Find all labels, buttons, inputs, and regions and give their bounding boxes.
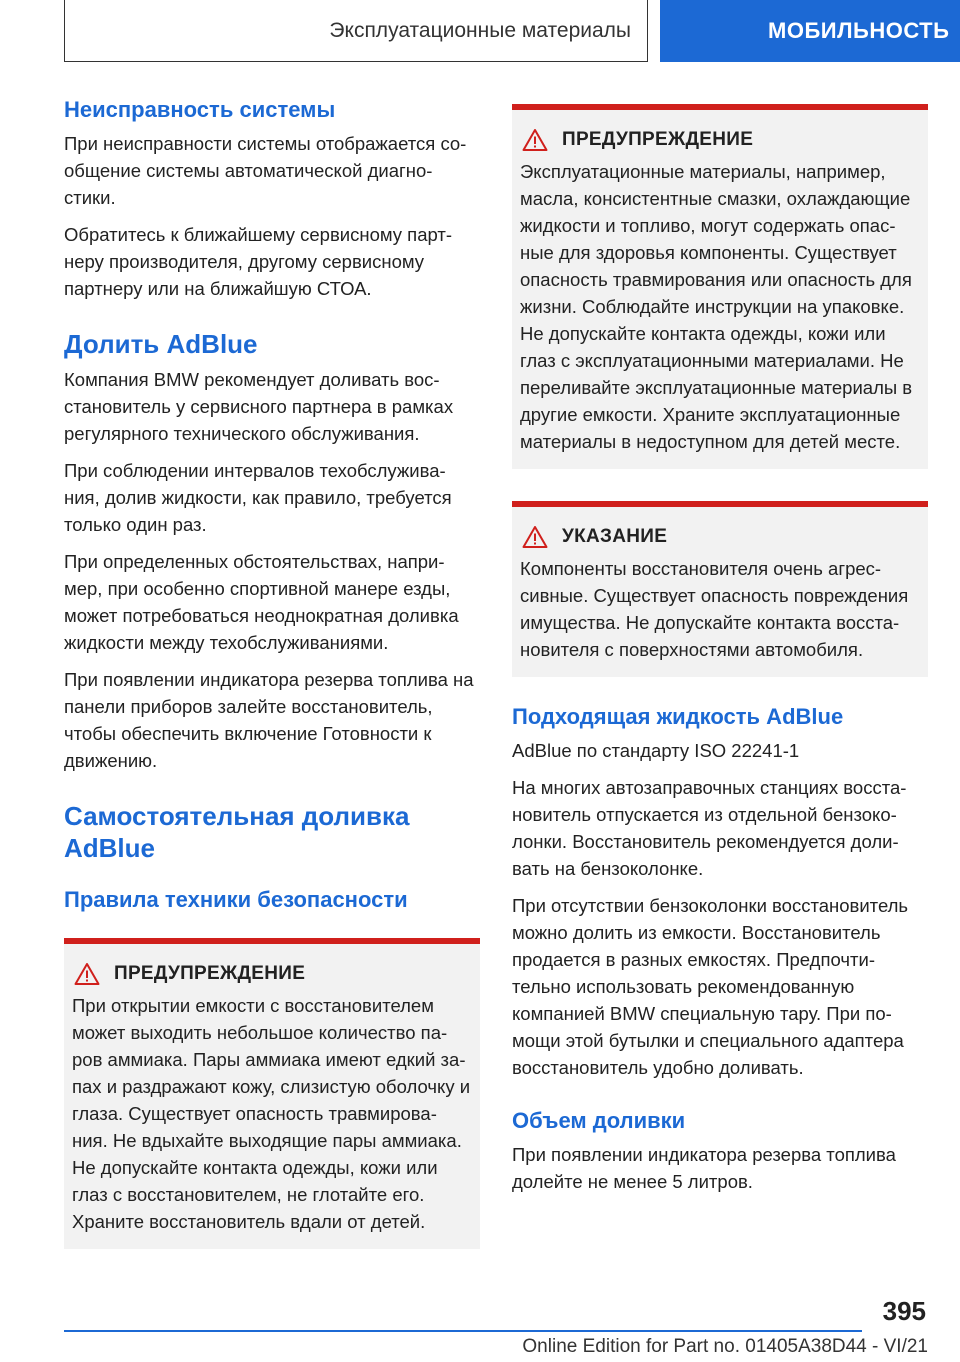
warning-triangle-icon bbox=[74, 962, 100, 986]
page-number: 395 bbox=[882, 1296, 926, 1326]
safety-heading: Правила техники безопасности bbox=[64, 887, 408, 912]
warning-box-title: ПРЕДУПРЕЖДЕНИЕ bbox=[114, 963, 306, 984]
header-section-label: Эксплуатационные материалы bbox=[329, 18, 631, 42]
malfunction-paragraph-2: Обратитесь к ближайшему сервисному парт-неру производителя, другому сервисному партнеру или на ближайшую СТОА. bbox=[64, 224, 453, 299]
warning-box-title: ПРЕДУПРЕЖДЕНИЕ bbox=[562, 129, 754, 150]
footer-divider bbox=[64, 1330, 862, 1332]
notice-triangle-icon bbox=[522, 525, 548, 549]
notice-box bbox=[512, 501, 928, 677]
right-column bbox=[512, 104, 928, 1205]
volume-heading: Объем доливки bbox=[512, 1108, 686, 1133]
refill-paragraph-4: При появлении индикатора резерва топлива на панели приборов залейте восстановитель, чтобы обеспечить включение Готовности к движению. bbox=[64, 669, 474, 771]
notice-box-title: УКАЗАНИЕ bbox=[562, 526, 668, 547]
header-chapter bbox=[660, 0, 960, 62]
warning-box-text: Эксплуатационные материалы, например, масла, консистентные смазки, охлаждающие жидкости и топливо, могут содержать опас-ные для здоровья компоненты. Существует опасность травмирования или опасность для жизни. Соблюдайте инструкции на упаковке. Не допускайте контакта одежды, кожи или глаз с эксплуатационными материалами. Не переливайте эксплуатационные материалы в другие емкости. Храните эксплуатационные материалы в недоступном для детей месте. bbox=[520, 161, 913, 452]
notice-box-text: Компоненты восстановителя очень агрес-сивные. Существует опасность повреждения имущества. Не допускайте контакта восста-новителя с поверхностями автомобиля. bbox=[520, 558, 909, 660]
self-refill-heading: Самостоятельная доливка AdBlue bbox=[64, 801, 410, 863]
suitable-paragraph-3: При отсутствии бензоколонки восстановитель можно долить из емкости. Восстановитель продается в разных емкостях. Предпочти-тельно использовать рекомендованную компанией BMW специальную тару. При по-мощи этой бутылки и специального адаптера восстановитель удобно доливать. bbox=[512, 895, 909, 1078]
suitable-fluid-heading: Подходящая жидкость AdBlue bbox=[512, 704, 844, 729]
header-section bbox=[64, 0, 648, 62]
header-chapter-label: МОБИЛЬНОСТЬ bbox=[768, 18, 950, 43]
left-column bbox=[64, 96, 480, 1249]
warning-box-ammonia bbox=[64, 938, 480, 1249]
footer-edition: Online Edition for Part no. 01405A38D44 - VI/21 bbox=[522, 1336, 928, 1357]
refill-paragraph-2: При соблюдении интервалов техобслужива-ния, долив жидкости, как правило, требуется только один раз. bbox=[64, 460, 452, 535]
refill-heading: Долить AdBlue bbox=[64, 329, 258, 359]
suitable-paragraph-2: На многих автозаправочных станциях восста-новитель отпускается из отдельной бензоко-лонки. Восстановитель рекомендуется доли-вать на бензоколонке. bbox=[512, 777, 907, 879]
warning-box-materials bbox=[512, 104, 928, 469]
refill-paragraph-1: Компания BMW рекомендует доливать вос-становитель у сервисного партнера в рамках регулярного технического обслуживания. bbox=[64, 369, 454, 444]
warning-triangle-icon bbox=[522, 128, 548, 152]
suitable-paragraph-1: AdBlue по стандарту ISO 22241-1 bbox=[512, 740, 800, 761]
warning-box-text: При открытии емкости с восстановителем может выходить небольшое количество па-ров аммиака. Пары аммиака имеют едкий за-пах и раздражают кожу, слизистую оболочку и глаза. Существует опасность травмирова-ния. Не вдыхайте выходящие пары аммиака. Не допускайте контакта одежды, кожи или глаз с восстановителем, не глотайте его. Храните восстановитель вдали от детей. bbox=[72, 995, 471, 1232]
refill-paragraph-3: При определенных обстоятельствах, напри-мер, при особенно спортивной манере езды, может потребоваться неоднократная доливка жидкости между техобслуживаниями. bbox=[64, 551, 459, 653]
malfunction-heading: Неисправность системы bbox=[64, 97, 336, 122]
malfunction-paragraph-1: При неисправности системы отображается со-общение системы автоматической диагно-стики. bbox=[64, 133, 467, 208]
volume-paragraph-1: При появлении индикатора резерва топлива долейте не менее 5 литров. bbox=[512, 1144, 896, 1192]
